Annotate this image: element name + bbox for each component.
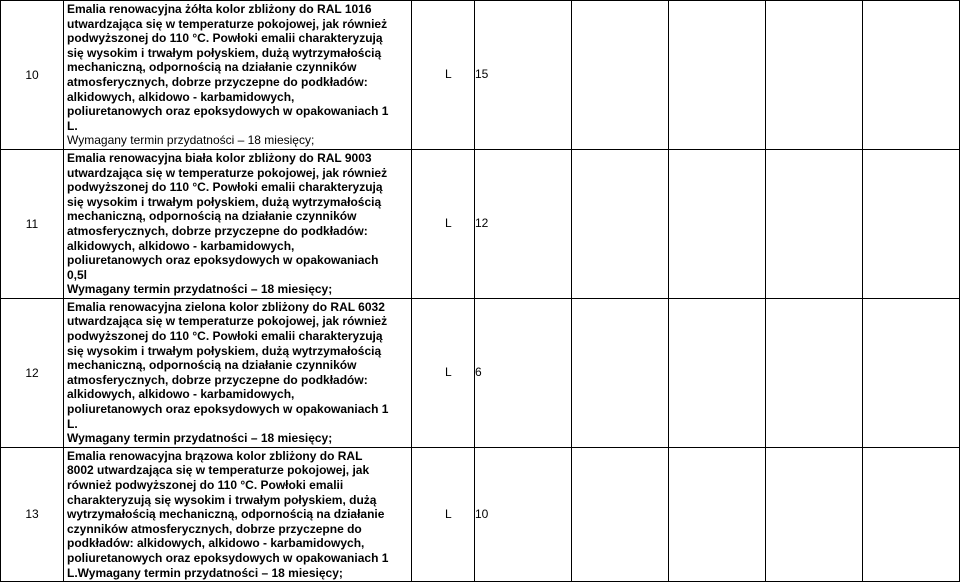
- unit: L: [445, 216, 452, 231]
- empty-cell: [475, 447, 572, 581]
- desc-line: podkładów: alkidowych, alkidowo - karbamidowych,: [67, 536, 365, 551]
- empty-cell: [475, 1, 572, 150]
- table-row: [1, 1, 960, 150]
- empty-cell: [572, 1, 669, 150]
- desc-line: się wysokim i trwałym połyskiem, dużą wytrzymałością: [67, 343, 382, 358]
- desc-line: poliuretanowych oraz epoksydowych w opakowaniach: [67, 253, 379, 268]
- unit: L: [445, 506, 452, 521]
- empty-cell: [475, 298, 572, 447]
- empty-cell: [669, 447, 766, 581]
- desc-line: poliuretanowych oraz epoksydowych w opakowaniach 1: [67, 550, 389, 565]
- desc-line: atmosferycznych, dobrze przyczepne do podkładów:: [67, 372, 368, 387]
- row-number: 12: [1, 298, 64, 447]
- empty-cell: [572, 298, 669, 447]
- empty-cell: [669, 149, 766, 298]
- empty-cell: [863, 1, 960, 150]
- desc-line: alkidowych, alkidowo - karbamidowych,: [67, 238, 295, 253]
- item-description: [64, 149, 412, 298]
- desc-line: 0,5l: [67, 267, 88, 282]
- desc-line: czynników atmosferycznych, dobrze przyczepne do: [67, 521, 362, 536]
- item-description: [64, 1, 412, 150]
- table-row: [1, 298, 960, 447]
- desc-line: utwardzająca się w temperaturze pokojowej, jak również: [67, 165, 388, 180]
- desc-line: Wymagany termin przydatności – 18 miesięcy;: [67, 133, 315, 148]
- desc-line: utwardzająca się w temperaturze pokojowej, jak również: [67, 314, 388, 329]
- unit-quantity-cell: [412, 1, 489, 150]
- empty-cell: [863, 298, 960, 447]
- empty-cell: [572, 149, 669, 298]
- desc-line: Emalia renowacyjna biała kolor zbliżony do RAL 9003: [67, 150, 372, 165]
- quantity: 15: [475, 67, 489, 82]
- desc-line: Emalia renowacyjna zielona kolor zbliżony do RAL 6032: [67, 299, 385, 314]
- empty-cell: [766, 447, 863, 581]
- desc-line: mechaniczną, odpornością na działanie czynników: [67, 358, 357, 373]
- desc-line: charakteryzują się wysokim i trwałym połyskiem, dużą: [67, 492, 377, 507]
- quantity: 12: [475, 216, 489, 231]
- empty-cell: [669, 1, 766, 150]
- desc-line: Emalia renowacyjna żółta kolor zbliżony do RAL 1016: [67, 2, 372, 16]
- desc-line: alkidowych, alkidowo - karbamidowych,: [67, 387, 295, 402]
- desc-line: podwyższonej do 110 °C. Powłoki emalii charakteryzują: [67, 31, 383, 46]
- empty-cell: [475, 149, 572, 298]
- desc-line: poliuretanowych oraz epoksydowych w opakowaniach 1: [67, 104, 389, 119]
- unit-quantity-cell: [412, 298, 482, 447]
- desc-line: poliuretanowych oraz epoksydowych w opakowaniach 1: [67, 402, 389, 417]
- quantity: 6: [475, 365, 482, 380]
- desc-line: utwardzająca się w temperaturze pokojowej, jak również: [67, 16, 388, 31]
- desc-line: podwyższonej do 110 °C. Powłoki emalii charakteryzują: [67, 180, 383, 195]
- empty-cell: [766, 298, 863, 447]
- desc-line: mechaniczną, odpornością na działanie czynników: [67, 60, 357, 75]
- desc-line: się wysokim i trwałym połyskiem, dużą wytrzymałością: [67, 194, 382, 209]
- desc-line: alkidowych, alkidowo - karbamidowych,: [67, 89, 295, 104]
- desc-line: L.: [67, 118, 78, 133]
- desc-line: Wymagany termin przydatności – 18 miesięcy;: [67, 431, 333, 446]
- empty-cell: [766, 149, 863, 298]
- table-row: [1, 447, 960, 581]
- table-row: [1, 149, 960, 298]
- quantity: 10: [475, 506, 489, 521]
- desc-line: wytrzymałością mechaniczną, odpornością na działanie: [67, 507, 385, 522]
- item-description: [64, 298, 412, 447]
- desc-line: atmosferycznych, dobrze przyczepne do podkładów:: [67, 74, 368, 89]
- row-number: 13: [1, 447, 64, 581]
- empty-cell: [669, 298, 766, 447]
- empty-cell: [572, 447, 669, 581]
- unit: L: [445, 365, 452, 380]
- desc-line: mechaniczną, odpornością na działanie czynników: [67, 209, 357, 224]
- desc-line: Emalia renowacyjna brązowa kolor zbliżony do RAL: [67, 448, 363, 463]
- desc-line: również podwyższonej do 110 °C. Powłoki emalii: [67, 478, 344, 492]
- desc-line: podwyższonej do 110 °C. Powłoki emalii charakteryzują: [67, 329, 383, 344]
- desc-line: L.Wymagany termin przydatności – 18 miesięcy;: [67, 565, 343, 580]
- desc-line: 8002 utwardzająca się w temperaturze pokojowej, jak: [67, 463, 370, 478]
- desc-line: się wysokim i trwałym połyskiem, dużą wytrzymałością: [67, 45, 382, 60]
- unit-quantity-cell: [412, 149, 489, 298]
- desc-line: atmosferycznych, dobrze przyczepne do podkładów:: [67, 223, 368, 238]
- row-number: 11: [1, 149, 64, 298]
- desc-line: Wymagany termin przydatności – 18 miesięcy;: [67, 282, 333, 297]
- empty-cell: [863, 447, 960, 581]
- empty-cell: [863, 149, 960, 298]
- row-number: 10: [1, 1, 64, 150]
- item-description: [64, 447, 412, 581]
- desc-line: L.: [67, 416, 78, 431]
- unit: L: [445, 67, 452, 82]
- empty-cell: [766, 1, 863, 150]
- unit-quantity-cell: [412, 447, 489, 581]
